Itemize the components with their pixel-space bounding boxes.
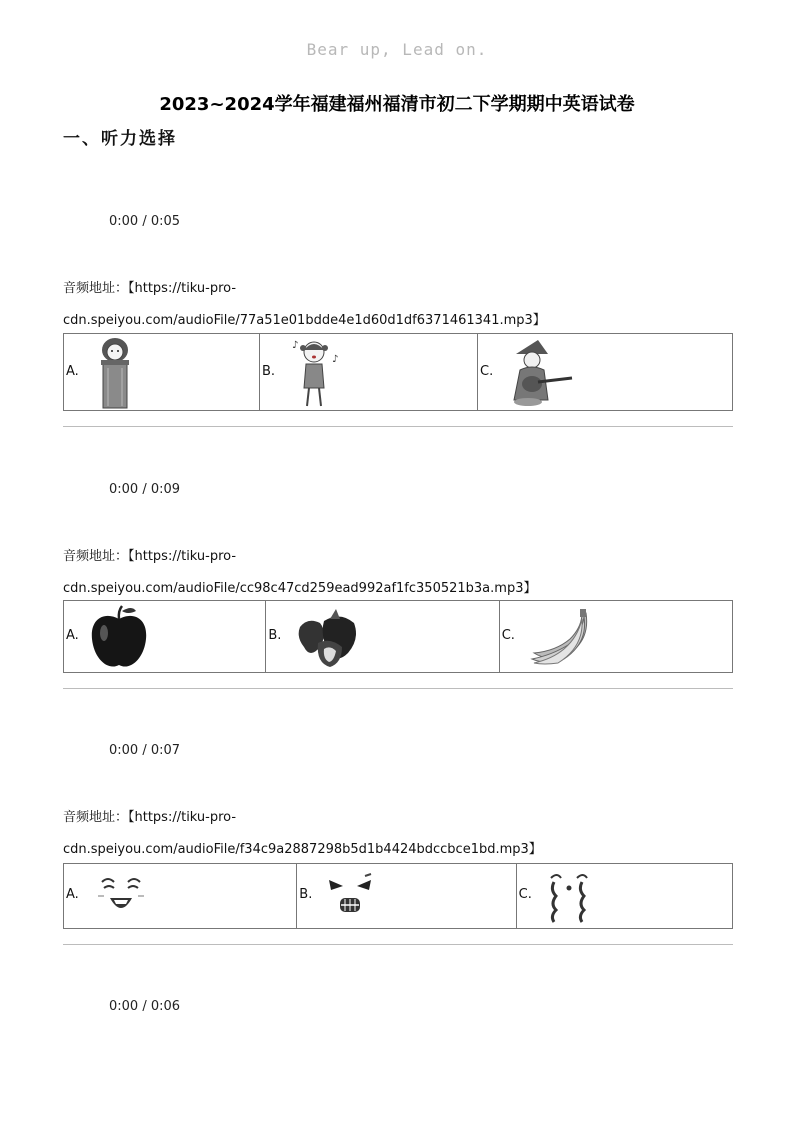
girl-at-podium-icon (96, 336, 134, 410)
audio-time[interactable]: 0:00 / 0:09 (109, 482, 181, 497)
option-b[interactable] (297, 864, 516, 928)
option-c[interactable] (517, 864, 732, 928)
option-letter: B. (268, 628, 282, 643)
options-table (63, 863, 733, 929)
option-c[interactable] (500, 601, 732, 672)
option-letter: A. (66, 628, 79, 643)
bananas-icon (530, 609, 592, 665)
divider (63, 426, 733, 427)
section-heading: 一、听力选择 (63, 129, 177, 149)
audio-url[interactable]: cdn.speiyou.com/audioFile/f34c9a2887298b5d1b4424bdccbce1bd.mp3】 (63, 842, 542, 857)
happy-face-icon (96, 872, 146, 922)
option-letter: A. (66, 887, 79, 902)
audio-time[interactable]: 0:00 / 0:06 (109, 999, 181, 1014)
audio-time[interactable]: 0:00 / 0:07 (109, 743, 181, 758)
option-a[interactable] (64, 601, 266, 672)
option-c[interactable] (478, 334, 732, 410)
audio-url[interactable]: cdn.speiyou.com/audioFile/cc98c47cd259ead992af1fc350521b3a.mp3】 (63, 581, 537, 596)
option-letter: A. (66, 364, 79, 379)
watermark: Bear up, Lead on. (306, 40, 488, 59)
angry-face-icon (325, 872, 375, 922)
options-table (63, 333, 733, 411)
page-title: 2023~2024学年福建福州福清市初二下学期期中英语试卷 (159, 94, 635, 115)
svg-text:♪: ♪ (332, 354, 339, 365)
audio-time[interactable]: 0:00 / 0:05 (109, 214, 181, 229)
option-b[interactable] (260, 334, 478, 410)
audio-address-label: 音频地址：【https://tiku-pro- (63, 549, 237, 564)
option-b[interactable] (266, 601, 499, 672)
apple-icon (88, 605, 150, 671)
option-letter: C. (501, 628, 515, 643)
crying-face-icon (545, 870, 595, 924)
svg-text:♪: ♪ (292, 340, 299, 351)
girl-singing-icon (290, 336, 340, 410)
option-letter: C. (480, 364, 494, 379)
audio-address-label: 音频地址：【https://tiku-pro- (63, 810, 237, 825)
audio-url[interactable]: cdn.speiyou.com/audioFile/77a51e01bdde4e1d60d1df6371461341.mp3】 (63, 313, 546, 328)
option-letter: B. (299, 887, 313, 902)
divider (63, 944, 733, 945)
girl-playing-guitar-icon (508, 338, 574, 408)
option-a[interactable] (64, 864, 297, 928)
divider (63, 688, 733, 689)
option-letter: C. (518, 887, 532, 902)
option-letter: B. (262, 364, 276, 379)
audio-address-label: 音频地址：【https://tiku-pro- (63, 281, 237, 296)
option-a[interactable] (64, 334, 260, 410)
strawberries-icon (294, 607, 360, 669)
options-table (63, 600, 733, 673)
